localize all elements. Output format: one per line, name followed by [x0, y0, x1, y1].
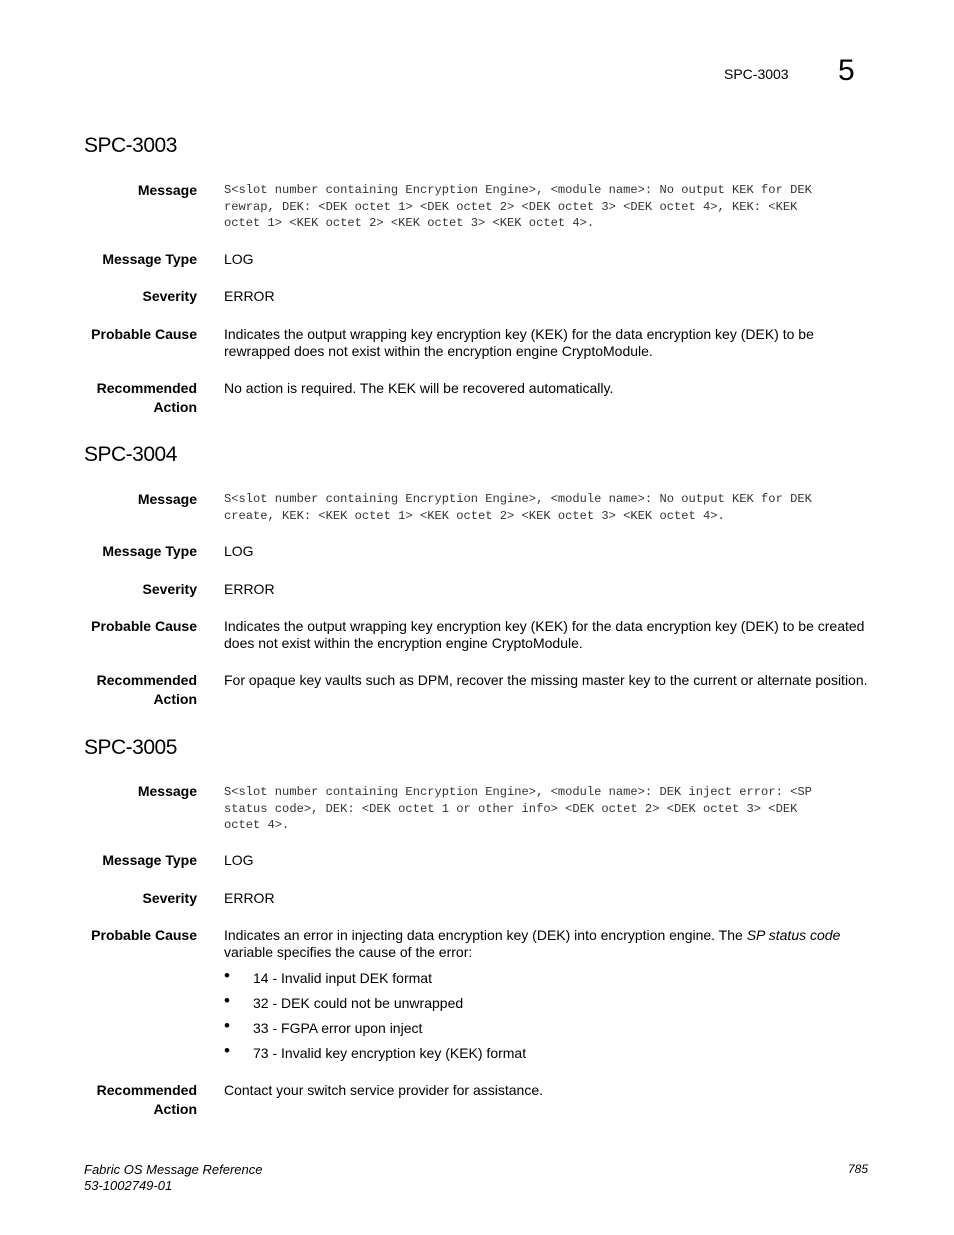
severity-value: ERROR	[224, 581, 275, 597]
message-type-label: Message Type	[102, 852, 197, 868]
bullet-icon: •	[224, 991, 230, 1010]
bullet-icon: •	[224, 966, 230, 985]
probable-cause-label: Probable Cause	[91, 618, 197, 634]
severity-label: Severity	[142, 581, 197, 597]
message-type-value: LOG	[224, 251, 254, 267]
probable-cause-text: Indicates the output wrapping key encryption key (KEK) for the data encryption key (DEK) to be rewrapped does not exist within the encryption engine CryptoModule.	[224, 326, 814, 359]
probable-cause-label: Probable Cause	[91, 927, 197, 943]
section-title-spc-3004: SPC-3004	[84, 443, 177, 466]
severity-label: Severity	[142, 890, 197, 906]
list-item: • 73 - Invalid key encryption key (KEK) format	[224, 1041, 527, 1061]
recommended-action-text: For opaque key vaults such as DPM, recover the missing master key to the current or alternate position.	[224, 672, 868, 688]
page-number: 785	[848, 1162, 869, 1176]
probable-cause-label: Probable Cause	[91, 326, 197, 342]
sp-status-code-term: SP status code	[746, 927, 841, 943]
recommended-action-text: Contact your switch service provider for assistance.	[224, 1082, 544, 1098]
list-item: • 33 - FGPA error upon inject	[224, 1016, 423, 1036]
bullet-icon: •	[224, 1041, 230, 1060]
message-type-label: Message Type	[102, 543, 197, 559]
list-item: • 14 - Invalid input DEK format	[224, 966, 432, 986]
list-item: • 32 - DEK could not be unwrapped	[224, 991, 464, 1011]
severity-value: ERROR	[224, 890, 275, 906]
message-type-value: LOG	[224, 543, 254, 559]
message-label: Message	[137, 783, 197, 799]
section-title-spc-3003: SPC-3003	[84, 134, 177, 157]
section-title-spc-3005: SPC-3005	[84, 736, 177, 759]
message-text: S<slot number containing Encryption Engine>, <module name>: No output KEK for DEK rewrap, DEK: <DEK octet 1> <DEK octet 2> <DEK octet 3> <DEK octet 4>, KEK: <KEK octet 1> <KEK octet 2> <KEK octet 3> <KEK octet 4>.	[224, 183, 812, 230]
footer-document-info	[84, 1162, 262, 1194]
message-label: Message	[137, 491, 197, 507]
severity-value: ERROR	[224, 288, 275, 304]
message-type-value: LOG	[224, 852, 254, 868]
message-text: S<slot number containing Encryption Engine>, <module name>: No output KEK for DEK create, KEK: <KEK octet 1> <KEK octet 2> <KEK octet 3> <KEK octet 4>.	[224, 492, 812, 523]
message-type-label: Message Type	[102, 251, 197, 267]
recommended-action-text: No action is required. The KEK will be recovered automatically.	[224, 380, 614, 396]
recommended-action-label: Recommended Action	[96, 1082, 197, 1117]
footer-title: Fabric OS Message Reference	[84, 1162, 263, 1177]
error-code-list	[224, 966, 864, 1070]
message-text: S<slot number containing Encryption Engine>, <module name>: DEK inject error: <SP status code>, DEK: <DEK octet 1 or other info> <DEK octet 2> <DEK octet 3> <DEK octet 4>.	[224, 785, 812, 832]
footer-doc-number: 53-1002749-01	[84, 1178, 173, 1193]
running-header-section-id: SPC-3003	[724, 66, 789, 82]
chapter-number: 5	[838, 54, 855, 87]
bullet-icon: •	[224, 1016, 230, 1035]
probable-cause-text: Indicates the output wrapping key encryption key (KEK) for the data encryption key (DEK) to be created does not exist within the encryption engine CryptoModule.	[224, 618, 865, 651]
severity-label: Severity	[142, 288, 197, 304]
recommended-action-label: Recommended Action	[96, 380, 197, 415]
recommended-action-label: Recommended Action	[96, 672, 197, 707]
message-label: Message	[137, 182, 197, 198]
probable-cause-text: Indicates an error in injecting data encryption key (DEK) into encryption engine. The SP status code variable specifies the cause of the error:	[224, 927, 841, 960]
